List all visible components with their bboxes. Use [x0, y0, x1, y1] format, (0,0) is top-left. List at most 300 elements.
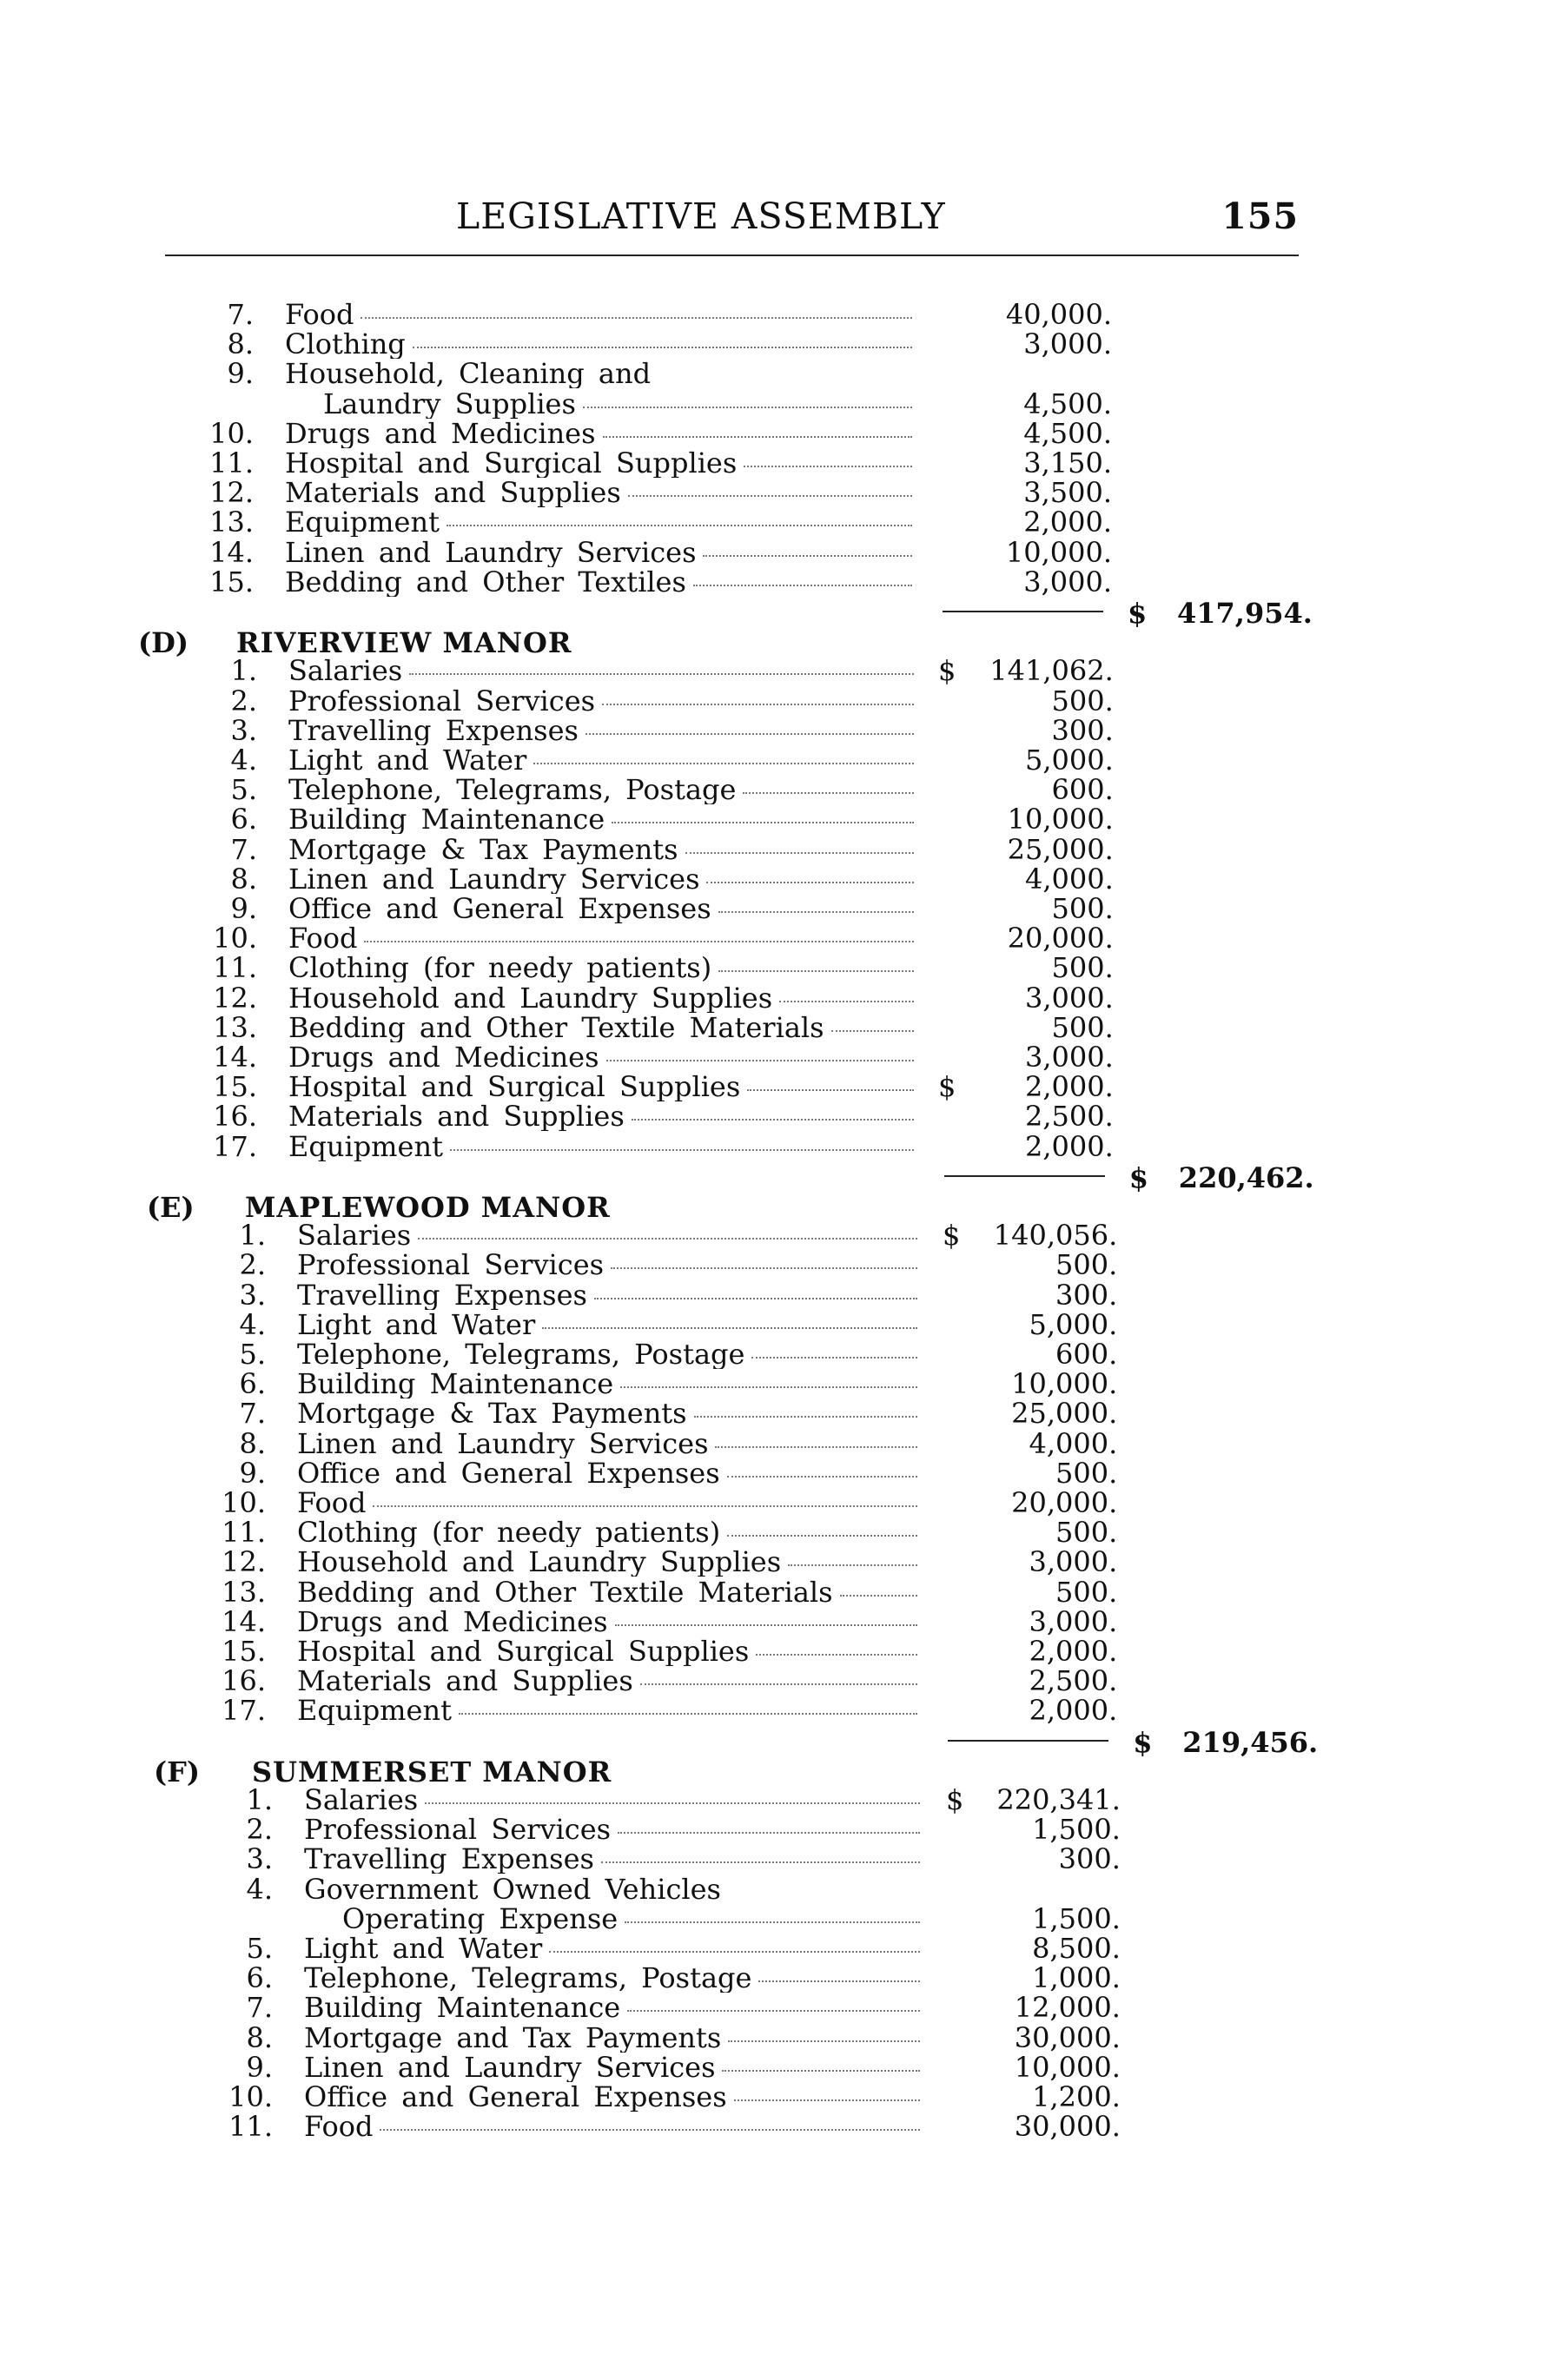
item-label	[288, 686, 914, 716]
item-amount: 500.	[1055, 1456, 1118, 1490]
list-item	[0, 1547, 1568, 1577]
item-label-text: Household and Laundry Supplies	[288, 982, 773, 1013]
leader-dots	[583, 389, 912, 408]
item-number: 13.	[209, 506, 254, 539]
item-label	[288, 953, 914, 982]
item-label	[285, 567, 912, 597]
item-label	[285, 538, 912, 567]
item-label	[297, 1547, 917, 1577]
item-label	[297, 1666, 917, 1696]
item-number: 11.	[222, 1516, 266, 1550]
leader-dots	[380, 2112, 919, 2131]
item-number: 15.	[222, 1635, 266, 1668]
list-item	[0, 1042, 1568, 1072]
item-number: 9.	[227, 357, 254, 391]
item-number: 3.	[239, 1278, 266, 1312]
list-item	[0, 476, 1568, 510]
total-dollar-sign: $	[1128, 1160, 1149, 1194]
leader-dots	[779, 983, 913, 1002]
list-item	[0, 1307, 1568, 1341]
leader-dots	[788, 1547, 916, 1566]
item-label-text: Office and General Expenses	[304, 2082, 727, 2112]
item-label-text: Bedding and Other Textiles	[285, 566, 686, 597]
item-label-text: Operating Expense	[342, 1903, 619, 1934]
list-item	[0, 713, 1568, 747]
list-item	[0, 686, 1568, 716]
leader-dots	[373, 1488, 916, 1507]
leader-dots	[728, 2023, 920, 2042]
list-item	[0, 745, 1568, 775]
item-label	[297, 1280, 917, 1310]
item-label-text: Light and Water	[288, 745, 527, 775]
item-amount: 500.	[1051, 684, 1114, 717]
item-label	[304, 1993, 920, 2022]
item-label-text: Equipment	[285, 507, 440, 538]
leader-dots	[722, 2053, 919, 2072]
section-title: SUMMERSET MANOR	[252, 1755, 612, 1788]
list-item	[0, 1488, 1568, 1517]
leader-dots	[831, 1013, 914, 1032]
list-item	[0, 773, 1568, 807]
leader-dots	[685, 835, 914, 854]
section-letter: (D)	[138, 626, 189, 660]
leader-dots	[602, 686, 914, 705]
item-label-text: Linen and Laundry Services	[304, 2052, 716, 2082]
item-number: 7.	[227, 298, 254, 331]
item-number: 13.	[222, 1575, 266, 1609]
item-label-text: Food	[285, 300, 354, 329]
item-amount: 2,000.	[1029, 1694, 1118, 1728]
leader-dots	[612, 804, 913, 823]
item-label-text: Light and Water	[304, 1934, 543, 1963]
list-item	[0, 1100, 1568, 1134]
item-label-text: Hospital and Surgical Supplies	[285, 448, 738, 478]
item-label	[288, 1132, 914, 1161]
item-label-text: Food	[304, 2112, 374, 2142]
item-amount: 10,000.	[1005, 535, 1112, 569]
item-label-text: Laundry Supplies	[323, 388, 576, 419]
list-item	[0, 2020, 1568, 2054]
list-item	[0, 1248, 1568, 1282]
leader-dots	[450, 1132, 914, 1151]
item-amount: 4,000.	[1025, 862, 1114, 896]
item-amount: 30,000.	[1014, 2020, 1121, 2054]
item-label	[297, 1250, 917, 1279]
item-number: 16.	[213, 1100, 257, 1134]
list-item	[0, 1694, 1568, 1728]
item-amount: 3,000.	[1023, 565, 1112, 598]
list-item	[0, 1458, 1568, 1488]
subtotal-rule	[944, 1175, 1105, 1177]
item-number: 10.	[228, 2080, 273, 2113]
leader-dots	[751, 1339, 916, 1359]
leader-dots	[758, 1963, 919, 1982]
item-label	[342, 1904, 920, 1934]
item-amount: 300.	[1055, 1278, 1118, 1312]
item-label	[304, 2053, 920, 2082]
item-amount: 500.	[1055, 1516, 1118, 1550]
section-letter: (E)	[147, 1191, 195, 1224]
list-item	[0, 951, 1568, 985]
item-amount: 600.	[1055, 1338, 1118, 1371]
item-label-text: Office and General Expenses	[297, 1458, 720, 1488]
leader-dots	[542, 1310, 916, 1329]
item-amount: 500.	[1055, 1575, 1118, 1609]
total-dollar-sign: $	[1128, 597, 1148, 630]
item-label	[285, 478, 912, 507]
item-number: 3.	[246, 1842, 273, 1876]
item-amount: 2,000.	[1025, 1129, 1114, 1163]
list-item	[0, 567, 1568, 597]
list-item	[0, 1339, 1568, 1369]
item-amount: 300.	[1051, 713, 1114, 747]
item-number: 9.	[230, 892, 257, 925]
item-label-text: Drugs and Medicines	[288, 1042, 599, 1072]
list-item	[0, 1874, 1568, 1904]
item-number: 12.	[209, 476, 254, 510]
dollar-sign: $	[943, 1219, 961, 1253]
leader-dots	[727, 1458, 917, 1478]
item-number: 6.	[239, 1367, 266, 1401]
list-item	[0, 1280, 1568, 1310]
item-number: 5.	[246, 1932, 273, 1965]
item-label	[297, 1607, 917, 1636]
item-label	[304, 1934, 920, 1963]
item-amount: 3,000.	[1029, 1545, 1118, 1579]
item-label	[297, 1458, 917, 1488]
dollar-sign: $	[938, 1070, 956, 1104]
item-label	[288, 804, 914, 834]
item-label-text: Building Maintenance	[304, 1993, 621, 2023]
list-item	[0, 507, 1568, 537]
item-label-text: Materials and Supplies	[285, 478, 621, 508]
leader-dots	[620, 1369, 916, 1388]
list-item	[0, 2110, 1568, 2144]
item-amount: 500.	[1051, 1010, 1114, 1044]
item-amount: 1,500.	[1032, 1901, 1121, 1935]
item-number: 17.	[222, 1694, 266, 1728]
item-amount: 2,000.	[1029, 1635, 1118, 1668]
item-label	[285, 300, 912, 329]
leader-dots	[640, 1666, 917, 1685]
item-label	[323, 389, 912, 419]
list-item	[0, 1934, 1568, 1963]
page-title: LEGISLATIVE ASSEMBLY	[456, 195, 946, 237]
item-label-text: Travelling Expenses	[288, 715, 579, 745]
item-label	[288, 775, 914, 804]
list-item-cont	[0, 389, 1568, 419]
item-label	[285, 359, 912, 388]
item-number: 11.	[213, 951, 257, 985]
leader-dots	[727, 1517, 916, 1537]
item-number: 2.	[230, 684, 257, 717]
list-item	[0, 300, 1568, 329]
item-label	[288, 983, 914, 1013]
item-number: 12.	[213, 981, 257, 1015]
leader-dots	[706, 864, 913, 883]
leader-dots	[361, 300, 912, 319]
list-item	[0, 1813, 1568, 1847]
item-amount: 300.	[1058, 1842, 1121, 1876]
subtotal-rule	[948, 1740, 1108, 1742]
subtotal-rule	[943, 611, 1103, 612]
item-label	[297, 1339, 917, 1369]
item-label	[288, 716, 914, 745]
item-label-text: Light and Water	[297, 1309, 536, 1339]
item-label	[304, 2112, 920, 2141]
item-amount: 2,000.	[1023, 506, 1112, 539]
item-amount: 4,500.	[1023, 387, 1112, 420]
item-amount: 40,000.	[1005, 298, 1112, 331]
item-label	[285, 329, 912, 359]
item-label	[304, 1815, 920, 1844]
total-dollar-sign: $	[1133, 1725, 1153, 1759]
item-amount: 4,000.	[1029, 1426, 1118, 1460]
item-label	[288, 894, 914, 923]
leader-dots	[533, 745, 913, 764]
item-label	[297, 1636, 917, 1666]
list-item	[0, 983, 1568, 1013]
leader-dots	[718, 953, 913, 972]
leader-dots	[625, 1904, 920, 1923]
leader-dots	[744, 448, 912, 467]
item-label-text: Hospital and Surgical Supplies	[288, 1072, 741, 1102]
list-item	[0, 357, 1568, 391]
item-amount: 2,500.	[1029, 1664, 1118, 1698]
section-title: RIVERVIEW MANOR	[236, 626, 572, 660]
item-label	[297, 1488, 917, 1517]
item-label	[297, 1517, 917, 1547]
item-number: 15.	[213, 1070, 257, 1104]
item-number: 8.	[227, 327, 254, 361]
item-label-text: Bedding and Other Textile Materials	[297, 1577, 833, 1607]
item-label-text: Professional Services	[288, 685, 596, 716]
item-label-text: Materials and Supplies	[288, 1101, 625, 1132]
item-number: 7.	[230, 832, 257, 866]
item-label	[304, 1963, 920, 1993]
item-label	[285, 419, 912, 448]
leader-dots	[418, 1220, 916, 1240]
list-item	[0, 804, 1568, 834]
item-number: 1.	[246, 1783, 273, 1816]
leader-dots	[718, 894, 914, 913]
item-label-text: Household, Cleaning and	[285, 359, 652, 389]
item-label-text: Professional Services	[297, 1250, 605, 1280]
leader-dots	[606, 1042, 914, 1061]
item-number: 3.	[230, 713, 257, 747]
list-item	[0, 1397, 1568, 1431]
item-number: 4.	[246, 1872, 273, 1906]
item-amount: 10,000.	[1007, 803, 1114, 836]
item-number: 10.	[209, 416, 254, 450]
item-label	[297, 1577, 917, 1607]
list-item	[0, 864, 1568, 894]
list-item	[0, 1844, 1568, 1874]
item-label	[288, 1042, 914, 1072]
item-label	[288, 745, 914, 775]
item-label-text: Clothing (for needy patients)	[288, 953, 712, 983]
item-number: 8.	[239, 1426, 266, 1460]
list-item	[0, 535, 1568, 569]
item-label-text: Materials and Supplies	[297, 1666, 633, 1696]
leader-dots	[693, 567, 912, 586]
item-number: 13.	[213, 1010, 257, 1044]
section-total: 219,456.	[1182, 1725, 1319, 1759]
header-rule	[165, 255, 1299, 256]
item-amount: 20,000.	[1007, 922, 1114, 955]
list-item	[0, 1604, 1568, 1638]
list-item	[0, 894, 1568, 923]
page-number: 155	[1221, 195, 1299, 237]
dollar-sign: $	[946, 1783, 964, 1816]
item-label-text: Equipment	[297, 1696, 452, 1726]
leader-dots	[703, 538, 912, 557]
item-amount: 25,000.	[1007, 832, 1114, 866]
leader-dots	[615, 1607, 917, 1626]
item-label	[304, 1844, 920, 1874]
leader-dots	[459, 1696, 917, 1715]
item-amount: 4,500.	[1023, 416, 1112, 450]
item-number: 4.	[239, 1307, 266, 1341]
item-amount: 2,000.	[1025, 1070, 1114, 1104]
item-amount: 140,056.	[993, 1219, 1118, 1253]
list-item	[0, 1426, 1568, 1460]
item-label-text: Linen and Laundry Services	[288, 863, 700, 894]
item-amount: 20,000.	[1011, 1486, 1118, 1519]
list-item	[0, 923, 1568, 953]
list-item	[0, 1666, 1568, 1696]
section-total: 220,462.	[1178, 1160, 1314, 1194]
item-label	[288, 835, 914, 864]
item-number: 8.	[230, 862, 257, 896]
leader-dots	[447, 507, 912, 526]
item-label	[304, 1874, 920, 1904]
item-amount: 2,500.	[1025, 1100, 1114, 1134]
item-number: 7.	[246, 1991, 273, 2025]
item-label-text: Linen and Laundry Services	[285, 537, 697, 567]
item-number: 6.	[230, 803, 257, 836]
item-number: 1.	[239, 1219, 266, 1253]
list-item	[0, 1219, 1568, 1253]
item-amount: 3,000.	[1025, 981, 1114, 1015]
item-amount: 500.	[1051, 951, 1114, 985]
item-number: 5.	[230, 773, 257, 807]
leader-dots	[734, 2082, 920, 2101]
item-number: 10.	[213, 922, 257, 955]
leader-dots	[611, 1250, 917, 1269]
list-item	[0, 1367, 1568, 1401]
item-label	[304, 2023, 920, 2053]
section-title: MAPLEWOOD MANOR	[245, 1191, 611, 1224]
item-label-text: Household and Laundry Supplies	[297, 1547, 782, 1577]
item-label-text: Drugs and Medicines	[285, 418, 596, 448]
item-number: 9.	[246, 2050, 273, 2084]
list-item	[0, 1129, 1568, 1163]
item-label-text: Food	[297, 1488, 367, 1517]
item-label	[288, 923, 914, 953]
item-amount: 1,200.	[1032, 2080, 1121, 2113]
item-label	[288, 1101, 914, 1131]
item-label-text: Mortgage and Tax Payments	[304, 2022, 722, 2053]
item-amount: 8,500.	[1032, 1932, 1121, 1965]
item-label	[288, 656, 914, 685]
item-label-text: Bedding and Other Textile Materials	[288, 1012, 824, 1042]
item-label	[297, 1220, 917, 1250]
item-label	[297, 1310, 917, 1339]
item-label-text: Food	[288, 923, 358, 954]
item-number: 15.	[209, 565, 254, 598]
item-label	[285, 448, 912, 478]
list-item	[0, 2050, 1568, 2084]
item-amount: 5,000.	[1025, 744, 1114, 777]
item-amount: 600.	[1051, 773, 1114, 807]
item-label-text: Travelling Expenses	[297, 1279, 587, 1310]
item-number: 11.	[228, 2110, 273, 2144]
item-number: 14.	[222, 1604, 266, 1638]
item-number: 2.	[246, 1813, 273, 1847]
item-label	[304, 2082, 920, 2112]
section-total: 417,954.	[1177, 597, 1313, 630]
item-label-text: Mortgage & Tax Payments	[297, 1398, 687, 1429]
item-label	[288, 1072, 914, 1101]
item-label-text: Hospital and Surgical Supplies	[297, 1636, 750, 1666]
item-label	[297, 1429, 917, 1458]
item-number: 5.	[239, 1338, 266, 1371]
leader-dots	[586, 716, 914, 735]
list-item	[0, 1785, 1568, 1815]
item-number: 9.	[239, 1456, 266, 1490]
item-number: 17.	[213, 1129, 257, 1163]
leader-dots	[743, 775, 913, 794]
item-label-text: Linen and Laundry Services	[297, 1428, 709, 1458]
section-letter: (F)	[154, 1755, 200, 1788]
item-number: 14.	[213, 1041, 257, 1074]
item-number: 4.	[230, 744, 257, 777]
leader-dots	[594, 1280, 917, 1299]
item-amount: 3,150.	[1023, 446, 1112, 479]
item-amount: 3,500.	[1023, 476, 1112, 510]
item-number: 6.	[246, 1961, 273, 1995]
item-amount: 3,000.	[1025, 1041, 1114, 1074]
leader-dots	[425, 1785, 920, 1804]
item-label-text: Telephone, Telegrams, Postage	[304, 1963, 752, 1993]
list-item	[0, 2082, 1568, 2112]
item-amount: 500.	[1051, 892, 1114, 925]
item-amount: 10,000.	[1011, 1367, 1118, 1401]
item-number: 11.	[209, 446, 254, 479]
item-label-text: Building Maintenance	[288, 804, 605, 835]
item-amount: 30,000.	[1014, 2110, 1121, 2144]
item-amount: 25,000.	[1011, 1397, 1118, 1431]
list-item	[0, 1963, 1568, 1993]
list-item	[0, 329, 1568, 359]
leader-dots	[756, 1636, 916, 1656]
item-label	[297, 1696, 917, 1725]
dollar-sign: $	[938, 654, 956, 688]
item-amount: 3,000.	[1023, 327, 1112, 361]
item-label	[297, 1369, 917, 1398]
item-label-text: Salaries	[304, 1785, 419, 1815]
item-amount: 1,500.	[1032, 1813, 1121, 1847]
item-amount: 500.	[1055, 1248, 1118, 1282]
leader-dots	[747, 1072, 913, 1091]
item-label-text: Mortgage & Tax Payments	[288, 834, 678, 864]
item-label-text: Office and General Expenses	[288, 894, 711, 923]
leader-dots	[601, 1844, 920, 1863]
leader-dots	[632, 1101, 914, 1121]
item-amount: 1,000.	[1032, 1961, 1121, 1995]
list-item	[0, 1010, 1568, 1044]
